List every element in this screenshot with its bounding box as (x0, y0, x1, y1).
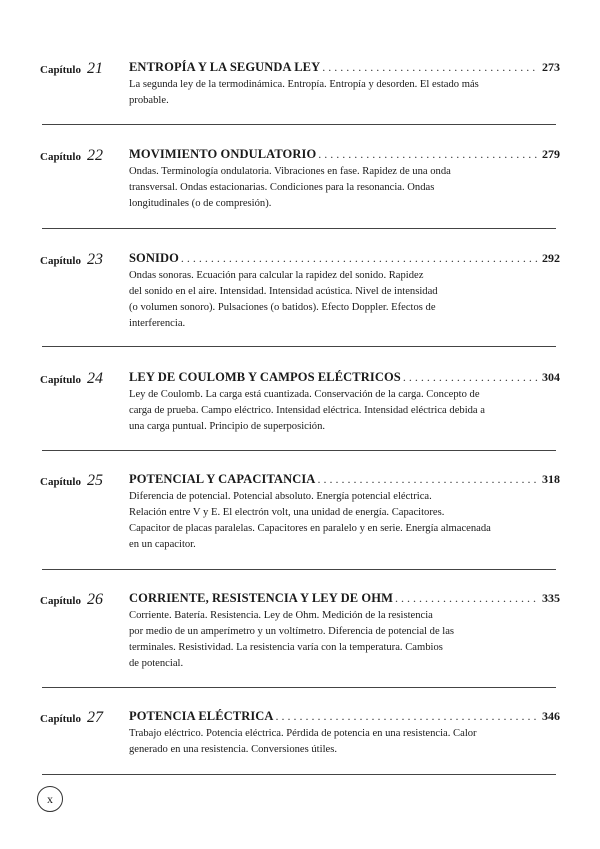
chapter-topics (129, 164, 560, 212)
chapter-title: SONIDO (129, 251, 179, 265)
divider-rule (42, 687, 556, 688)
chapter-number: 26 (86, 591, 103, 608)
divider-rule (42, 569, 556, 570)
divider-rule (42, 450, 556, 451)
chapter-label (40, 147, 128, 165)
chapter-page-number: 279 (542, 147, 560, 161)
topic-line: interferencia. (129, 318, 186, 329)
topic-line: Relación entre V y E. El electrón volt, una unidad de energía. Capacitores. (129, 507, 445, 518)
chapter-body (129, 251, 560, 332)
chapter-topics (129, 489, 560, 553)
chapter-title-line (129, 370, 560, 385)
divider-rule (42, 124, 556, 125)
dot-leader (317, 472, 538, 487)
topic-line: transversal. Ondas estacionarias. Condiciones para la resonancia. Ondas (129, 182, 435, 193)
topic-line: longitudinales (o de compresión). (129, 198, 272, 209)
topic-line: Diferencia de potencial. Potencial absoluto. Energía potencial eléctrica. (129, 491, 432, 502)
chapter-title-line (129, 60, 560, 75)
dot-leader (403, 370, 538, 385)
chapter-number: 22 (86, 147, 103, 164)
chapter-number: 27 (86, 709, 103, 726)
chapter-title-line (129, 251, 560, 266)
dot-leader (395, 591, 538, 606)
chapter-topics (129, 387, 560, 435)
chapter-number: 25 (86, 472, 103, 489)
chapter-body (129, 370, 560, 435)
topic-line: por medio de un amperímetro y un voltímetro. Diferencia de potencial de las (129, 626, 455, 637)
chapter-body (129, 709, 560, 758)
chapter-page-number: 318 (542, 472, 560, 486)
chapter-label (40, 251, 128, 269)
chapter-title: POTENCIAL Y CAPACITANCIA (129, 472, 316, 486)
chapter-body (129, 147, 560, 212)
topic-line: generado en una resistencia. Conversiones útiles. (129, 744, 337, 755)
chapter-page-number: 273 (542, 60, 560, 74)
chapter-number: 24 (86, 370, 103, 387)
chapter-number: 21 (86, 60, 103, 77)
topic-line: Trabajo eléctrico. Potencia eléctrica. Pérdida de potencia en una resistencia. Calor (129, 728, 477, 739)
folio-text: x (47, 791, 53, 806)
chapter-title: CORRIENTE, RESISTENCIA Y LEY DE OHM (129, 591, 393, 605)
chapter-topics (129, 608, 560, 672)
topic-line: una carga puntual. Principio de superposición. (129, 421, 326, 432)
dot-leader (322, 60, 538, 75)
topic-line: Ondas sonoras. Ecuación para calcular la rapidez del sonido. Rapidez (129, 270, 424, 281)
topic-line: Corriente. Batería. Resistencia. Ley de Ohm. Medición de la resistencia (129, 610, 433, 621)
chapter-title: ENTROPÍA Y LA SEGUNDA LEY (129, 60, 321, 74)
chapter-word: Capítulo (40, 64, 81, 76)
dot-leader (181, 251, 538, 266)
chapter-title: LEY DE COULOMB Y CAMPOS ELÉCTRICOS (129, 370, 401, 384)
topic-line: La segunda ley de la termodinámica. Entropía. Entropía y desorden. El estado más (129, 79, 479, 90)
chapter-body (129, 472, 560, 553)
chapter-label (40, 370, 128, 388)
chapter-label (40, 709, 128, 727)
chapter-label (40, 60, 128, 78)
chapter-word: Capítulo (40, 255, 81, 267)
chapter-page-number: 304 (542, 370, 560, 384)
chapter-topics (129, 77, 560, 109)
chapter-body (129, 591, 560, 672)
dot-leader (276, 709, 538, 724)
chapter-word: Capítulo (40, 151, 81, 163)
divider-rule (42, 774, 556, 775)
chapter-page-number: 346 (542, 709, 560, 723)
topic-line: de potencial. (129, 658, 184, 669)
topic-line: Capacitor de placas paralelas. Capacitores en paralelo y en serie. Energía almacenada (129, 523, 491, 534)
topic-line: carga de prueba. Campo eléctrico. Intensidad eléctrica. Intensidad eléctrica debida a (129, 405, 485, 416)
dot-leader (318, 147, 538, 162)
chapter-title: POTENCIA ELÉCTRICA (129, 709, 274, 723)
chapter-title-line (129, 709, 560, 724)
chapter-topics (129, 268, 560, 332)
chapter-page-number: 292 (542, 251, 560, 265)
chapter-title-line (129, 591, 560, 606)
chapter-word: Capítulo (40, 374, 81, 386)
topic-line: en un capacitor. (129, 539, 196, 550)
chapter-word: Capítulo (40, 713, 81, 725)
chapter-topics (129, 726, 560, 758)
topic-line: Ley de Coulomb. La carga está cuantizada. Conservación de la carga. Concepto de (129, 389, 480, 400)
divider-rule (42, 346, 556, 347)
chapter-word: Capítulo (40, 476, 81, 488)
chapter-title-line (129, 147, 560, 162)
page-folio (37, 786, 63, 812)
topic-line: del sonido en el aire. Intensidad. Intensidad acústica. Nivel de intensidad (129, 286, 438, 297)
chapter-body (129, 60, 560, 109)
chapter-page-number: 335 (542, 591, 560, 605)
chapter-title-line (129, 472, 560, 487)
chapter-word: Capítulo (40, 595, 81, 607)
divider-rule (42, 228, 556, 229)
chapter-number: 23 (86, 251, 103, 268)
topic-line: terminales. Resistividad. La resistencia varía con la temperatura. Cambios (129, 642, 443, 653)
topic-line: Ondas. Terminología ondulatoria. Vibraciones en fase. Rapidez de una onda (129, 166, 451, 177)
chapter-title: MOVIMIENTO ONDULATORIO (129, 147, 317, 161)
chapter-label (40, 591, 128, 609)
topic-line: probable. (129, 95, 169, 106)
chapter-label (40, 472, 128, 490)
topic-line: (o volumen sonoro). Pulsaciones (o batidos). Efecto Doppler. Efectos de (129, 302, 436, 313)
